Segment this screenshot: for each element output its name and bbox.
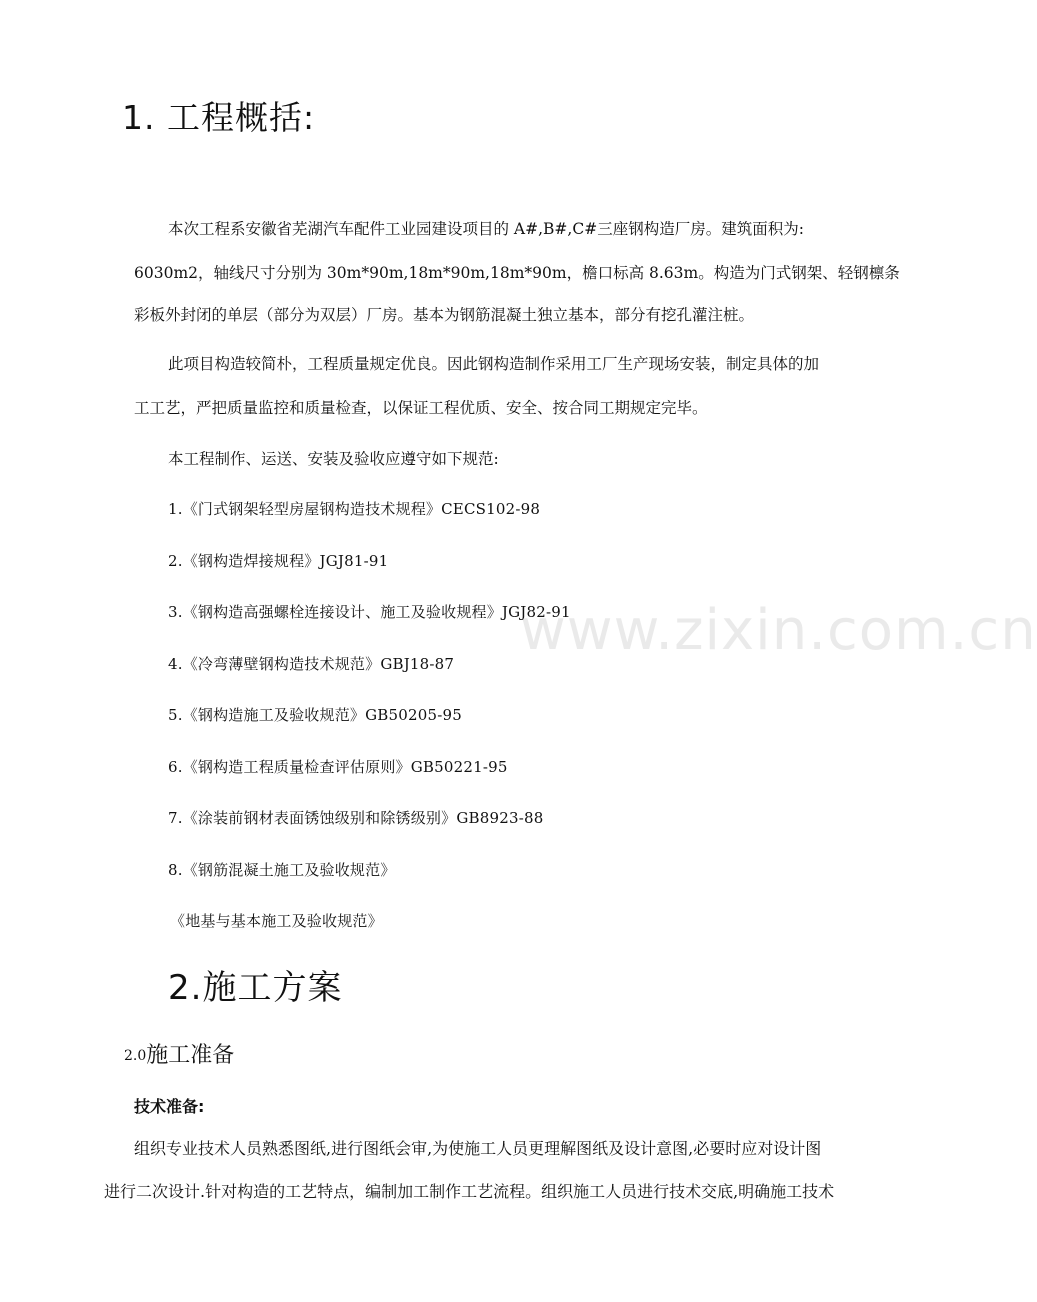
section-2-title: 2.施工方案 — [168, 968, 343, 1008]
reference-item: 3.《钢构造高强螺栓连接设计、施工及验收规程》JGJ82-91 — [168, 603, 571, 621]
paragraph-1-line-3: 彩板外封闭的单层（部分为双层）厂房。基本为钢筋混凝土独立基本，部分有挖孔灌注桩。 — [134, 306, 755, 324]
subsection-label: 施工准备 — [146, 1043, 235, 1068]
reference-item: 8.《钢筋混凝土施工及验收规范》 — [168, 861, 396, 879]
paragraph-2-line-1: 此项目构造较简朴，工程质量规定优良。因此钢构造制作采用工厂生产现场安装，制定具体的加 — [168, 355, 820, 373]
paragraph-1-line-2: 6030m2，轴线尺寸分别为 30m*90m,18m*90m,18m*90m，檐口标高 8.63m。构造为门式钢架、轻钢檩条 — [134, 264, 900, 282]
reference-item: 5.《钢构造施工及验收规范》GB50205-95 — [168, 706, 462, 724]
reference-item: 6.《钢构造工程质量检查评估原则》GB50221-95 — [168, 758, 508, 776]
subsection-2-0-title — [124, 1038, 234, 1069]
reference-item: 4.《冷弯薄壁钢构造技术规范》GBJ18-87 — [168, 655, 455, 673]
paragraph-1-line-1: 本次工程系安徽省芜湖汽车配件工业园建设项目的 A#,B#,C#三座钢构造厂房。建筑面积为: — [168, 220, 804, 238]
paragraph-3: 本工程制作、运送、安装及验收应遵守如下规范: — [168, 450, 499, 468]
paragraph-2-line-2: 工工艺，严把质量监控和质量检查，以保证工程优质、安全、按合同工期规定完毕。 — [134, 399, 708, 417]
tech-paragraph-line-2: 进行二次设计.针对构造的工艺特点，编制加工制作工艺流程。组织施工人员进行技术交底,明确施工技术 — [104, 1182, 835, 1201]
watermark: www.zixin.com.cn — [520, 598, 1037, 663]
tech-paragraph-line-1: 组织专业技术人员熟悉图纸,进行图纸会审,为使施工人员更理解图纸及设计意图,必要时应对设计图 — [134, 1139, 822, 1158]
reference-item: 2.《钢构造焊接规程》JGJ81-91 — [168, 552, 389, 570]
section-1-title: 1. 工程概括: — [122, 98, 316, 137]
reference-item: 《地基与基本施工及验收规范》 — [170, 912, 383, 930]
subsection-number: 2.0 — [124, 1048, 147, 1064]
tech-preparation-heading: 技术准备: — [134, 1097, 205, 1116]
reference-item: 7.《涂装前钢材表面锈蚀级别和除锈级别》GB8923-88 — [168, 809, 544, 827]
reference-item: 1.《门式钢架轻型房屋钢构造技术规程》CECS102-98 — [168, 500, 541, 518]
